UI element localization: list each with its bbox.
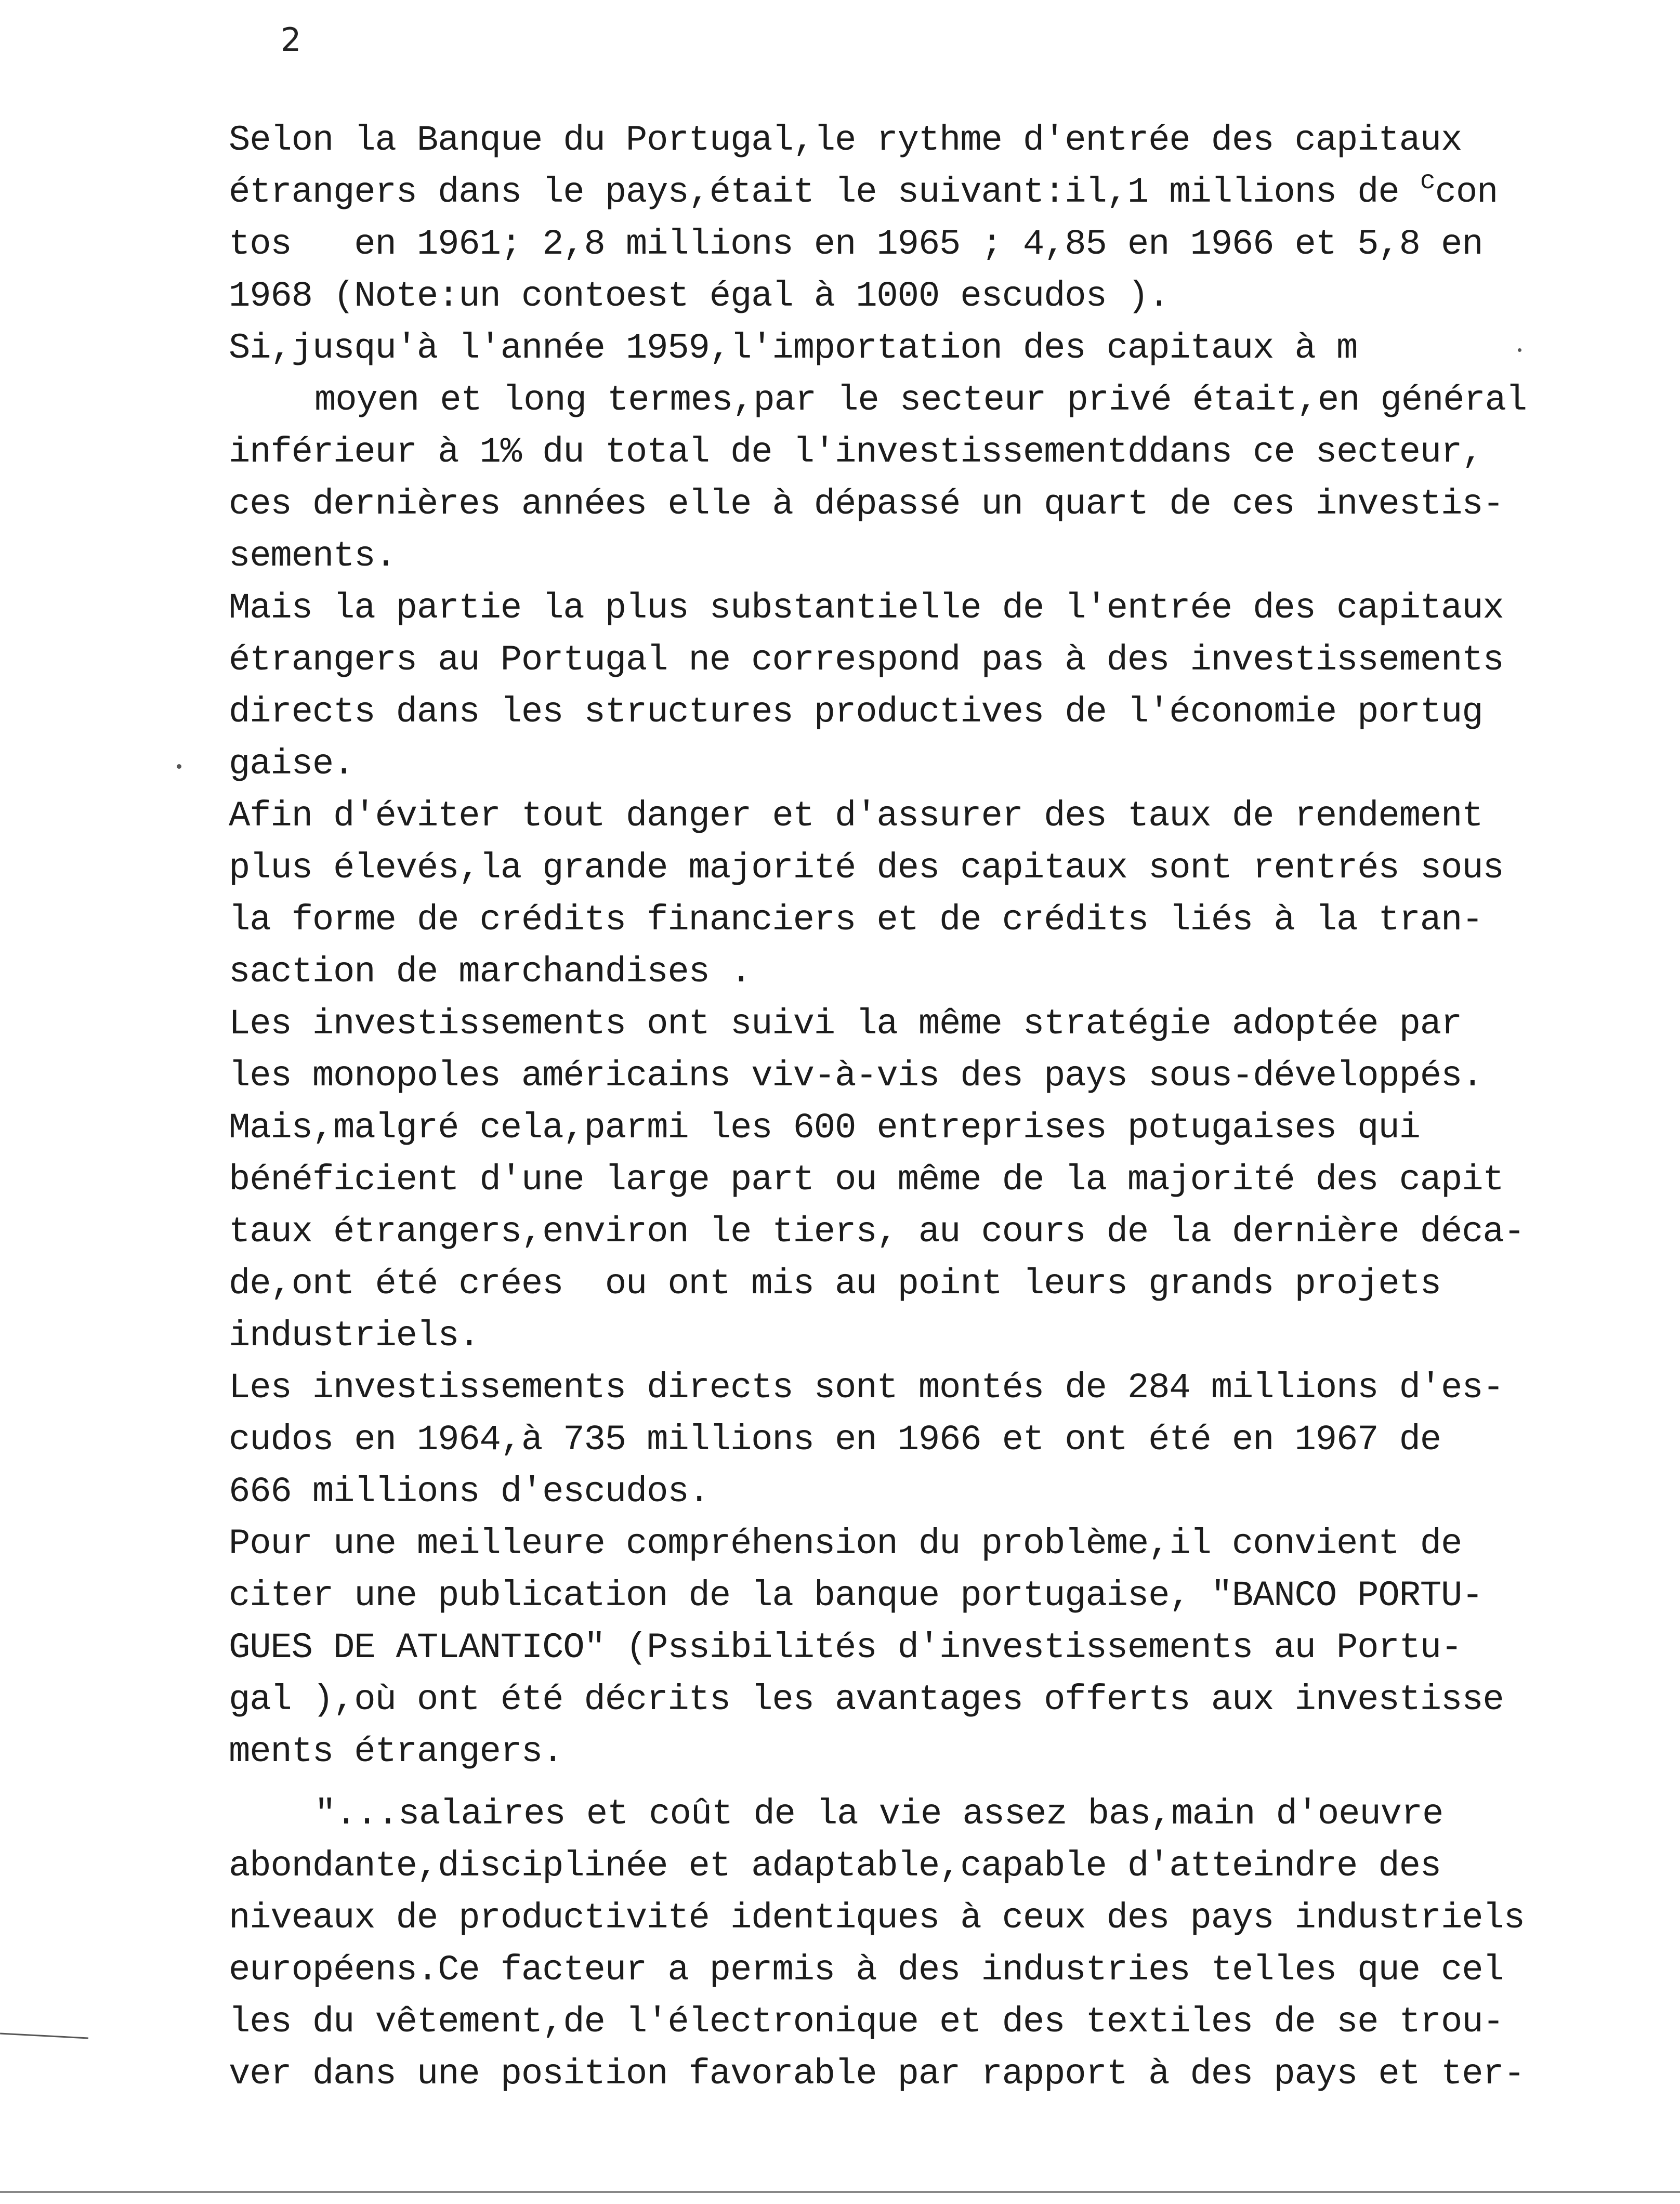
text-line: GUES DE ATLANTICO" (Pssibilités d'investissements au Portu- [229, 1628, 1462, 1668]
text-line: saction de marchandises . [229, 952, 752, 992]
text-line: Les investissements ont suivi la même stratégie adoptée par [229, 1004, 1462, 1044]
text-line: Mais la partie la plus substantielle de l'entrée des capitaux [229, 588, 1504, 628]
text-line: européens.Ce facteur a permis à des industries telles que cel [229, 1950, 1504, 1990]
text-line: abondante,disciplinée et adaptable,capable d'atteindre des [229, 1846, 1441, 1886]
text-line: étrangers au Portugal ne correspond pas à des investissements [229, 640, 1504, 680]
text-line: Mais,malgré cela,parmi les 600 entreprises potugaises qui [229, 1108, 1420, 1148]
text-line: industriels. [229, 1316, 480, 1356]
page-number: 2 [281, 21, 301, 59]
text-line: bénéficient d'une large part ou même de la majorité des capit [229, 1160, 1504, 1200]
text-line: sements. [229, 536, 396, 576]
text-line: cudos en 1964,à 735 millions en 1966 et ont été en 1967 de [229, 1420, 1441, 1460]
text-line: 1968 (Note:un contoest égal à 1000 escudos ). [229, 276, 1170, 317]
text-line-content: Si,jusqu'à l'année 1959,l'importation des capitaux à [229, 328, 1336, 369]
text-line: de,ont été crées ou ont mis au point leurs grands projets [229, 1264, 1441, 1304]
text-line: gal ),où ont été décrits les avantages offerts aux investisse [229, 1680, 1504, 1720]
text-line: Pour une meilleure compréhension du problème,il convient de [229, 1524, 1462, 1564]
text-line: tos en 1961; 2,8 millions en 1965 ; 4,85 en 1966 et 5,8 en [229, 224, 1483, 265]
text-line: les du vêtement,de l'électronique et des textiles de se trou- [229, 2002, 1504, 2042]
scan-speck [177, 764, 181, 769]
bottom-edge-line [0, 2191, 1680, 2193]
text-line: ments étrangers. [229, 1731, 563, 1772]
text-line-content: étrangers dans le pays,était le suivant:il,1 millions de [229, 172, 1420, 213]
text-line: ver dans une position favorable par rapport à des pays et ter- [229, 2054, 1525, 2094]
superscript-correction: c [1420, 167, 1435, 196]
text-line: plus élevés,la grande majorité des capitaux sont rentrés sous [229, 848, 1504, 888]
text-line-continuation: con [1435, 172, 1498, 213]
text-line [229, 327, 1357, 369]
text-line: les monopoles américains viv-à-vis des pays sous-développés. [229, 1056, 1483, 1096]
text-line: 666 millions d'escudos. [229, 1472, 710, 1512]
text-line: niveaux de productivité identiques à ceux des pays industriels [229, 1898, 1525, 1938]
scan-edge-mark [0, 2033, 88, 2039]
text-line: Selon la Banque du Portugal,le rythme d'entrée des capitaux [229, 120, 1462, 161]
text-line: moyen et long termes,par le secteur privé était,en général [314, 380, 1527, 421]
text-line: ces dernières années elle à dépassé un quart de ces investis- [229, 484, 1504, 524]
text-line [229, 167, 1498, 216]
text-line: inférieur à 1% du total de l'investissementddans ce secteur, [229, 432, 1483, 473]
text-line: taux étrangers,environ le tiers, au cours de la dernière déca- [229, 1212, 1525, 1252]
stray-typewriter-mark: m [1336, 328, 1358, 369]
text-line: citer une publication de la banque portugaise, "BANCO PORTU- [229, 1576, 1483, 1616]
text-line: la forme de crédits financiers et de crédits liés à la tran- [229, 900, 1483, 940]
scan-speck [1518, 348, 1521, 352]
text-line: Afin d'éviter tout danger et d'assurer des taux de rendement [229, 796, 1483, 836]
text-line: Les investissements directs sont montés de 284 millions d'es- [229, 1368, 1504, 1408]
text-line: directs dans les structures productives de l'économie portug [229, 692, 1483, 732]
text-line: gaise. [229, 744, 355, 784]
text-line: "...salaires et coût de la vie assez bas,main d'oeuvre [314, 1794, 1443, 1834]
